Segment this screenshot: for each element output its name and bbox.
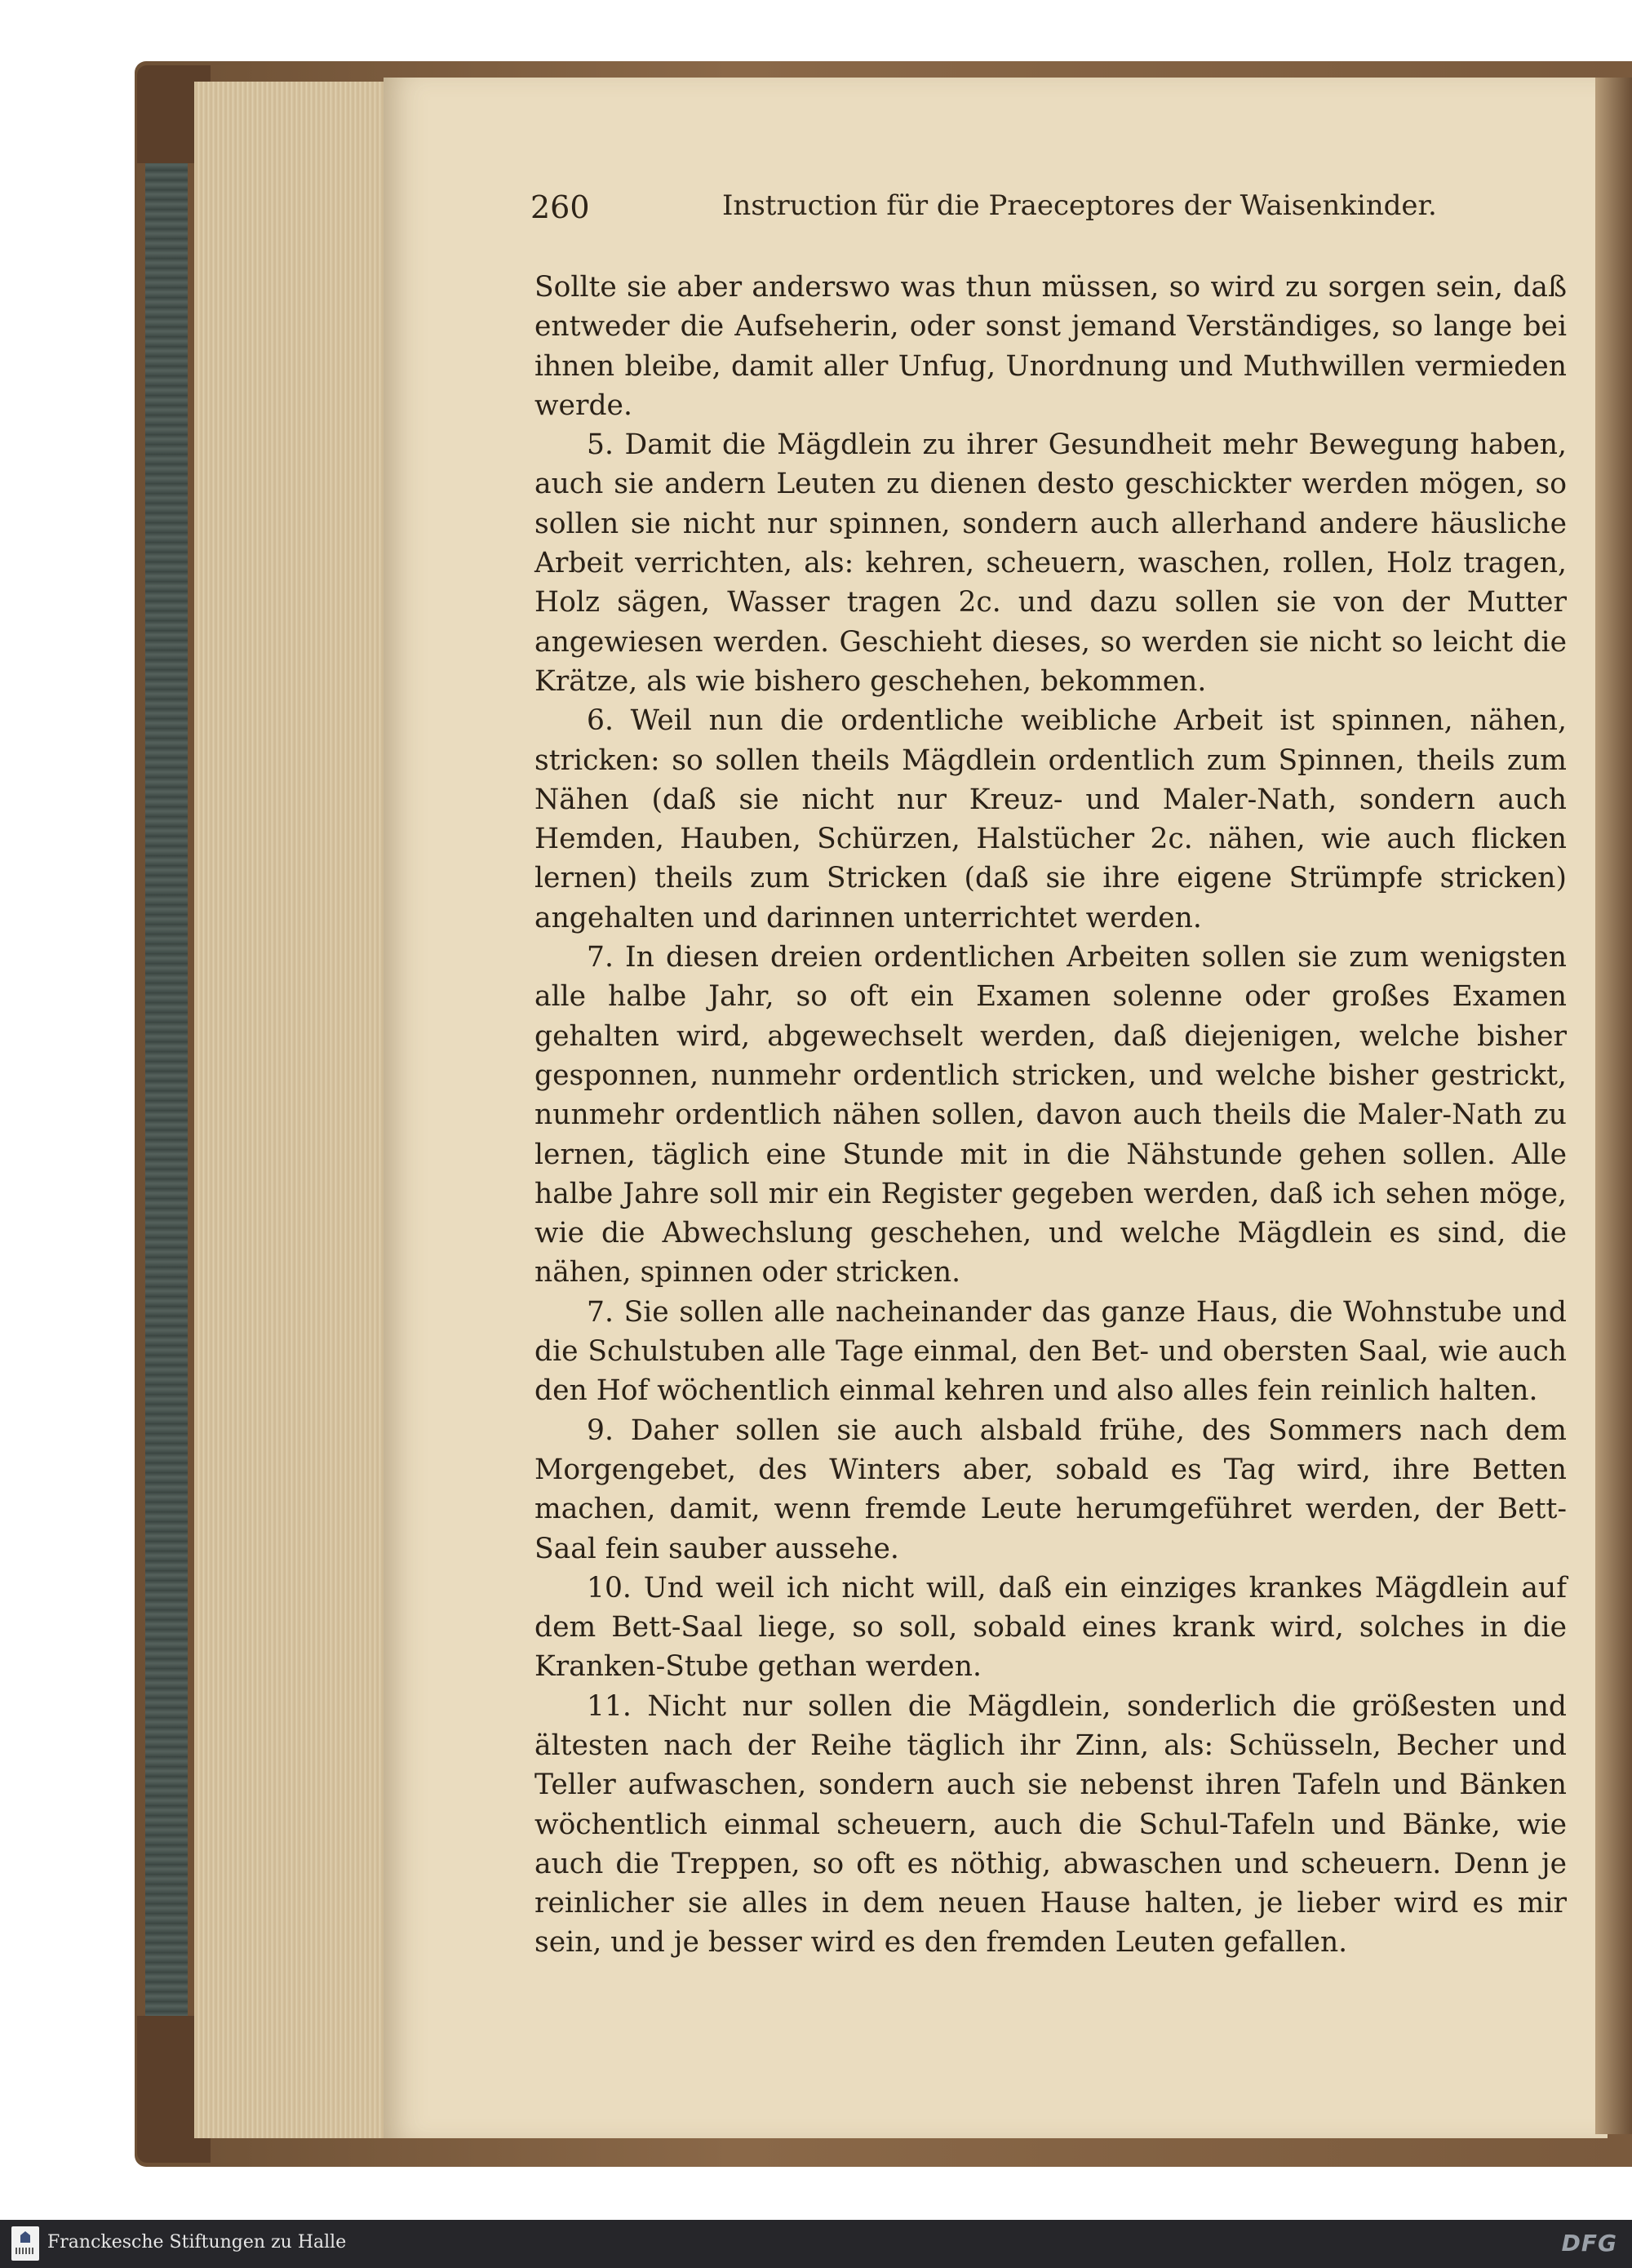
institution-logo-icon [11,2226,39,2261]
dfg-logo[interactable]: DFG [1561,2230,1617,2257]
running-head [530,189,1437,238]
paragraph: Sollte sie aber anderswo was thun müssen, so wird zu sorgen sein, daß entweder die Aufseherin, oder sonst jemand Verständiges, so lange bei ihnen bleibe, damit aller Unfug, Unordnung und Muthwillen vermieden werde. [534,271,1567,422]
page-number: 260 [530,189,590,225]
page-block-edges [194,82,398,2138]
paragraph: 7. In diesen dreien ordentlichen Arbeiten sollen sie zum wenigsten alle halbe Jahr, so oft ein Examen solenne oder großes Examen gehalten wird, abgewechselt werden, daß diejenigen, welche bisher gesponnen, nunmehr ordentlich stricken, und welche bisher gestrickt, nunmehr ordentlich nähen sollen, davon auch theils die Maler-Nath zu lernen, täglich eine Stunde mit in die Nähstunde gehen sollen. Alle halbe Jahre soll mir ein Register gegeben werden, daß ich sehen möge, wie die Abwechslung geschehen, und welche Mägdlein es sind, die nähen, spinnen oder stricken. [534,941,1567,1289]
paragraph: 6. Weil nun die ordentliche weibliche Arbeit ist spinnen, nähen, stricken: so sollen theils Mägdlein ordentlich zum Spinnen, theils zum Nähen (daß sie nicht nur Kreuz- und Maler-Nath, sondern auch Hemden, Hauben, Schürzen, Halstücher 2c. nähen, wie auch flicken lernen) theils zum Stricken (daß sie ihre eigene Strümpfe stricken) angehalten und darinnen unterrichtet werden. [534,704,1567,934]
institution-name[interactable]: Franckesche Stiftungen zu Halle [47,2232,347,2252]
running-title: Instruction für die Praeceptores der Waisenkinder. [722,189,1437,222]
paragraph: 5. Damit die Mägdlein zu ihrer Gesundheit mehr Bewegung haben, auch sie andern Leuten zu dienen desto geschickter werden mögen, so sollen sie nicht nur spinnen, sondern auch allerhand andere häusliche Arbeit verrichten, als: kehren, scheuern, waschen, rollen, Holz tragen, Holz sägen, Wasser tragen 2c. und dazu sollen sie von der Mutter angewiesen werden. Geschieht dieses, so werden sie nicht so leicht die Krätze, als wie bishero geschehen, bekommen. [534,428,1567,698]
paragraph: 9. Daher sollen sie auch alsbald frühe, des Sommers nach dem Morgengebet, des Winters aber, sobald es Tag wird, ihre Betten machen, damit, wenn fremde Leute herumgeführet werden, der Bett-Saal fein sauber aussehe. [534,1414,1567,1565]
paragraph: 11. Nicht nur sollen die Mägdlein, sonderlich die größesten und ältesten nach der Reihe täglich ihr Zinn, als: Schüsseln, Becher und Teller aufwaschen, sondern auch sie nebenst ihren Tafeln und Bänken wöchentlich einmal scheuern, auch die Schul-Tafeln und Bänke, wie auch die Treppen, so oft es nöthig, abwaschen und scheuern. Denn je reinlicher sie alles in dem neuen Hause halten, je lieber wird es mir sein, und je besser wird es den fremden Leuten gefallen. [534,1689,1567,1960]
spine-cloth [145,90,188,2138]
paragraph: 10. Und weil ich nicht will, daß ein einziges krankes Mägdlein auf dem Bett-Saal liege, so soll, sobald eines krank wird, solches in die Kranken-Stube gethan werden. [534,1571,1567,1684]
paragraph: 7. Sie sollen alle nacheinander das ganze Haus, die Wohnstube und die Schulstuben alle Tage einmal, den Bet- und obersten Saal, wie auch den Hof wöchentlich einmal kehren und also alles fein reinlich halten. [534,1295,1567,1408]
body-text [534,268,1567,1963]
viewer-footer-bar [0,2220,1632,2268]
facing-page-edge [1595,78,1632,2134]
